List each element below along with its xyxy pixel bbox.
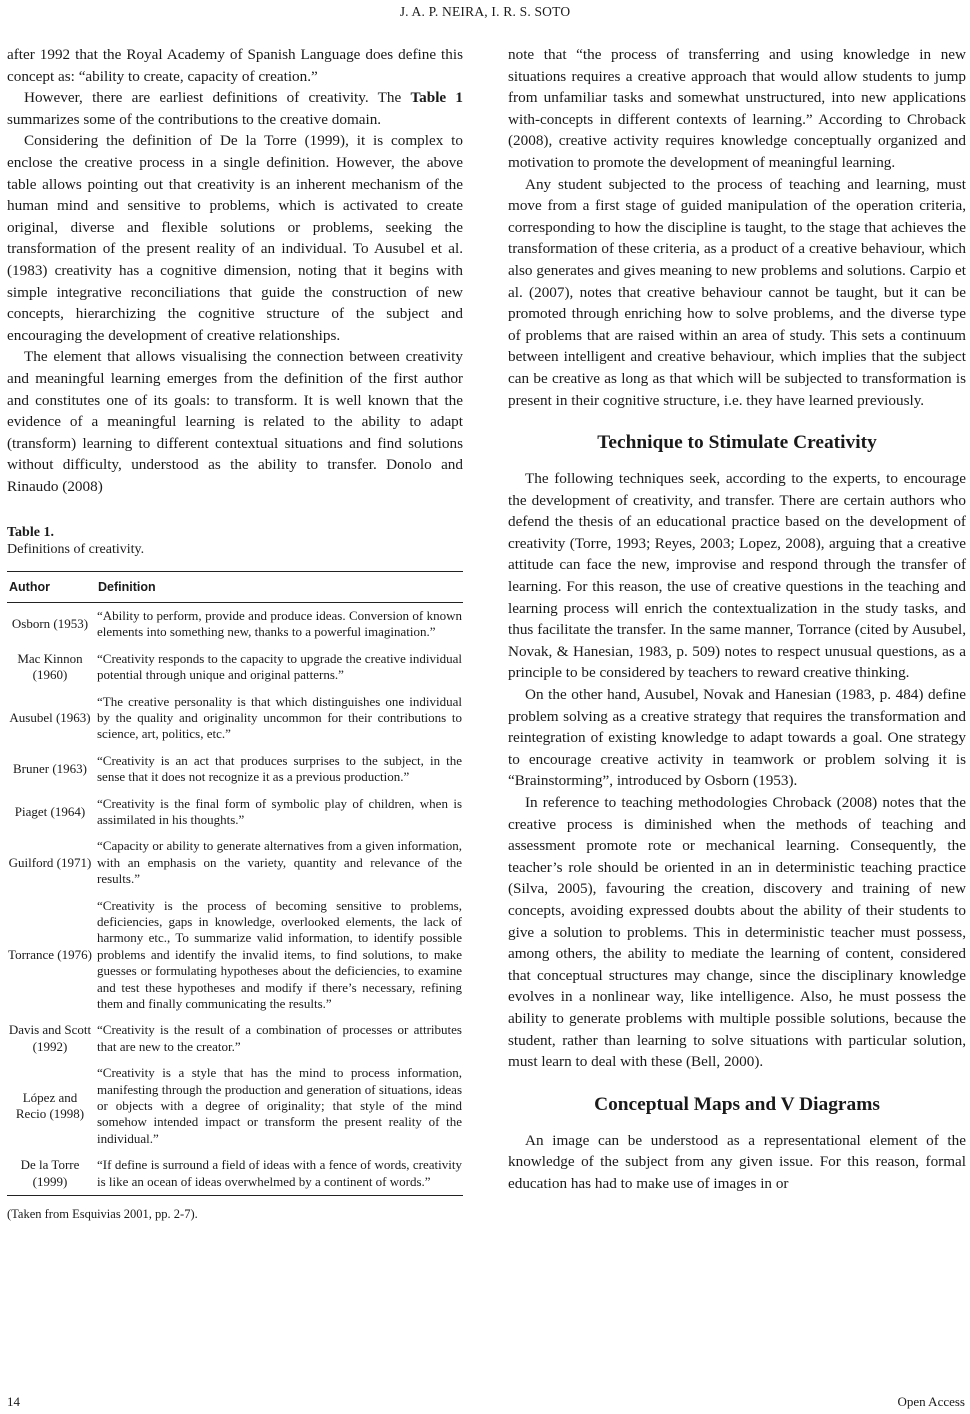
author-cell: Guilford (1971) — [8, 854, 92, 870]
right-paragraph-4: On the other hand, Ausubel, Novak and Hanesian (1983, p. 484) define problem solving as a creative strategy that requires the transformation and reintegration of existing knowledge to adapt towards a goal. One strategy to encourage creative activity in teamwork or problem solving it is “Brainstorming”, introduced by Osborn (1953). — [508, 686, 966, 790]
table-1 — [7, 524, 463, 1225]
table-row — [7, 1152, 463, 1195]
definition-cell: “Creativity is a style that has the mind to process information, manifesting through the production and generation of situations, ideas or objects with a degree of originality; that style of the mind somehow intended impact or transform the present reality of the individual.” — [97, 1065, 462, 1146]
left-paragraph-1: after 1992 that the Royal Academy of Spanish Language does define this concept as: “ability to create, capacity of creation.” — [7, 46, 463, 85]
column-header-author: Author — [7, 572, 96, 602]
running-head: J. A. P. NEIRA, I. R. S. SOTO — [399, 4, 571, 19]
table-row — [7, 646, 463, 689]
section-heading-technique: Technique to Stimulate Creativity — [597, 432, 877, 454]
left-paragraph-3: Considering the definition of De la Torre (1999), it is complex to enclose the creative process in a single definition. However, the above table allows pointing out that creativity is an inherent mechanism of the human mind and sensitive to problems, which is activated to create original, diverse and flexible solutions or problems, seeking the transformation of the present reality of an individual. To Ausubel et al. (1983) creativity has a cognitive dimension, noting that it begins with simple integrative reconciliations that guide the construction of new concepts, hierarchizing the cognitive structure of the subject and encouraging the development of creative relationships. — [7, 132, 463, 344]
definition-cell: “Creativity is the result of a combination of processes or attributes that are new to the creator.” — [97, 1022, 462, 1054]
left-paragraph-4: The element that allows visualising the connection between creativity and meaningful learning emerges from the definition of the first author and constitutes one of its goals: to transform. It is well known that the evidence of a meaningful learning is related to the ability to adapt (transform) learning to different contextual situations and find solutions without difficulty, understood as the ability to transfer. Donolo and Rinaudo (2008) — [7, 348, 463, 495]
author-cell: Ausubel (1963) — [9, 709, 91, 725]
right-paragraph-1: note that “the process of transferring and using knowledge in new situations requires a creative approach that would allow students to jump from unfamiliar tasks and somewhat unstructured, into new applications with-concepts in different contexts of learning.” According to Chroback (2008), creative activity requires knowledge conceptually organized and motivation to promote the development of meaningful learning. — [508, 46, 966, 171]
definition-cell: “Creativity is an act that produces surprises to the subject, in the sense that it does not recognize it as a previous production.” — [97, 752, 462, 785]
table-row — [7, 748, 463, 791]
page-number: 14 — [7, 1394, 20, 1409]
author-cell: Bruner (1963) — [12, 760, 87, 776]
table-row — [7, 1017, 463, 1060]
table-reference: Table 1 — [410, 89, 463, 107]
table-caption: Definitions of creativity. — [7, 542, 145, 558]
right-paragraph-3: The following techniques seek, according to the experts, to encourage the development of creativity, and transfer. There are certain authors who defend the thesis of an educational practice based on the development of creativity (Torre, 1993; Reyes, 2003; Lopez, 2008), arguing that a creative attitude can face the new, improvise and respond through the transfer of learning. For this reason, the use of creative questions in the teaching and learning process will enrich the contextualization in the study tasks, and thus facilitate the transfer. In the same manner, Torrance (cited by Ausubel, Novak, & Hanesian, 1983, p. 509) notes to respect unusual questions, as a principle to be considered by teachers to reward creative thinking. — [508, 470, 966, 682]
author-cell: Osborn (1953) — [11, 616, 89, 632]
left-column — [7, 44, 463, 1226]
right-column — [508, 44, 966, 1195]
column-header-definition: Definition — [96, 572, 463, 602]
definition-cell: “Creativity responds to the capacity to upgrade the creative individual potential through unique and original patterns.” — [97, 650, 462, 683]
publisher-label: Open Access — [897, 1394, 965, 1409]
author-cell: Davis and Scott (1992) — [8, 1022, 92, 1054]
left-paragraph-2 — [7, 87, 463, 130]
author-cell: De la Torre (1999) — [7, 1152, 96, 1195]
table-label: Table 1. — [7, 525, 54, 541]
definition-cell: “Ability to perform, provide and produce ideas. Conversion of known elements into something new, thanks to a powerful imagination.” — [97, 607, 462, 640]
table-row — [7, 1060, 463, 1152]
definition-cell: “Creativity is the process of becoming sensitive to problems, deficiencies, gaps in knowledge, overlooked elements, the lack of harmony etc., To summarize valid information, to identify possible problems and identify the invalid items, to find solutions, to make guesses or formulating hypotheses about the deficiencies, to examine and test these hypotheses and modify if there’s necessary, refining them and finally communicating the results.” — [97, 897, 462, 1011]
author-cell: Mac Kinnon (1960) — [17, 650, 83, 683]
table-row — [7, 689, 463, 748]
table-row — [7, 893, 463, 1018]
table-row — [7, 791, 463, 834]
author-cell: Torrance (1976) — [8, 946, 92, 962]
definition-cell: “Capacity or ability to generate alternatives from a given information, with an emphasis on the variety, quantity and relevance of the results.” — [97, 838, 462, 887]
right-paragraph-2: Any student subjected to the process of teaching and learning, must move from a first stage of guided manipulation of the operation criteria, corresponding to how the discipline is taught, to the stage that achieves the transformation of these criteria, as a product of a creative behaviour, which also generates and gives meaning to new problems and solutions. Carpio et al. (2007), notes that creative behaviour cannot be taught, but it can be promoted through enriching how to solve problems, and the diverse type of problems that are raised within an area of study. This sets a continuum between intelligent and creative behaviour, which implies that the subject can be creative as long as that which will be subjected to transformation is present in their cognitive structure, i.e. they have learned previously. — [508, 175, 966, 409]
author-cell: López and Recio (1998) — [15, 1089, 85, 1122]
right-paragraph-6: An image can be understood as a representational element of the knowledge of the subject from any given issue. For this reason, formal education has had to make use of images in or — [508, 1131, 966, 1192]
table-row — [7, 602, 463, 645]
author-cell: Piaget (1964) — [14, 803, 86, 819]
definition-cell: “The creative personality is that which distinguishes one individual by the quality and originality uncommon for their contributions to science, art, politics, etc.” — [97, 693, 462, 742]
right-paragraph-5: In reference to teaching methodologies Chroback (2008) notes that the creative process is diminished when the methods of teaching and assessment promote rote or mechanical learning. Consequently, the teacher’s role should be oriented in an in deterministic teaching practice (Silva, 2005), favouring the creation, discovery and training of new concepts, avoiding expressed doubts about the ability of their students to give a solution to problems. This in deterministic teacher must possess, among others, the ability to mediate the learning of content, considered that conceptual structures may change, since the disciplinary knowledge evolves in a nonlinear way, like intelligence. Also, he must possess the ability to generate problems with multiple possible solutions, because the student, rather than learning to solve situations with particular solution, must learn to deal with these (Bell, 2000). — [508, 794, 966, 1071]
definitions-table — [7, 571, 463, 1196]
table-header-row — [7, 572, 463, 602]
definition-cell: “Creativity is the final form of symbolic play of children, when is assimilated in his thoughts.” — [97, 795, 462, 827]
left-paragraph-2-text-c: summarizes some of the contributions to the creative domain. — [7, 110, 382, 128]
definition-cell: “If define is surround a field of ideas with a fence of words, creativity is like an ocean of ideas overwhelmed by a continent of words.” — [96, 1152, 463, 1195]
table-row — [7, 833, 463, 892]
left-paragraph-2-text-a: However, there are earliest definitions of creativity. The — [24, 89, 411, 107]
section-heading-conceptual-maps: Conceptual Maps and V Diagrams — [594, 1093, 880, 1115]
table-source-note: (Taken from Esquivias 2001, pp. 2-7). — [7, 1207, 198, 1222]
